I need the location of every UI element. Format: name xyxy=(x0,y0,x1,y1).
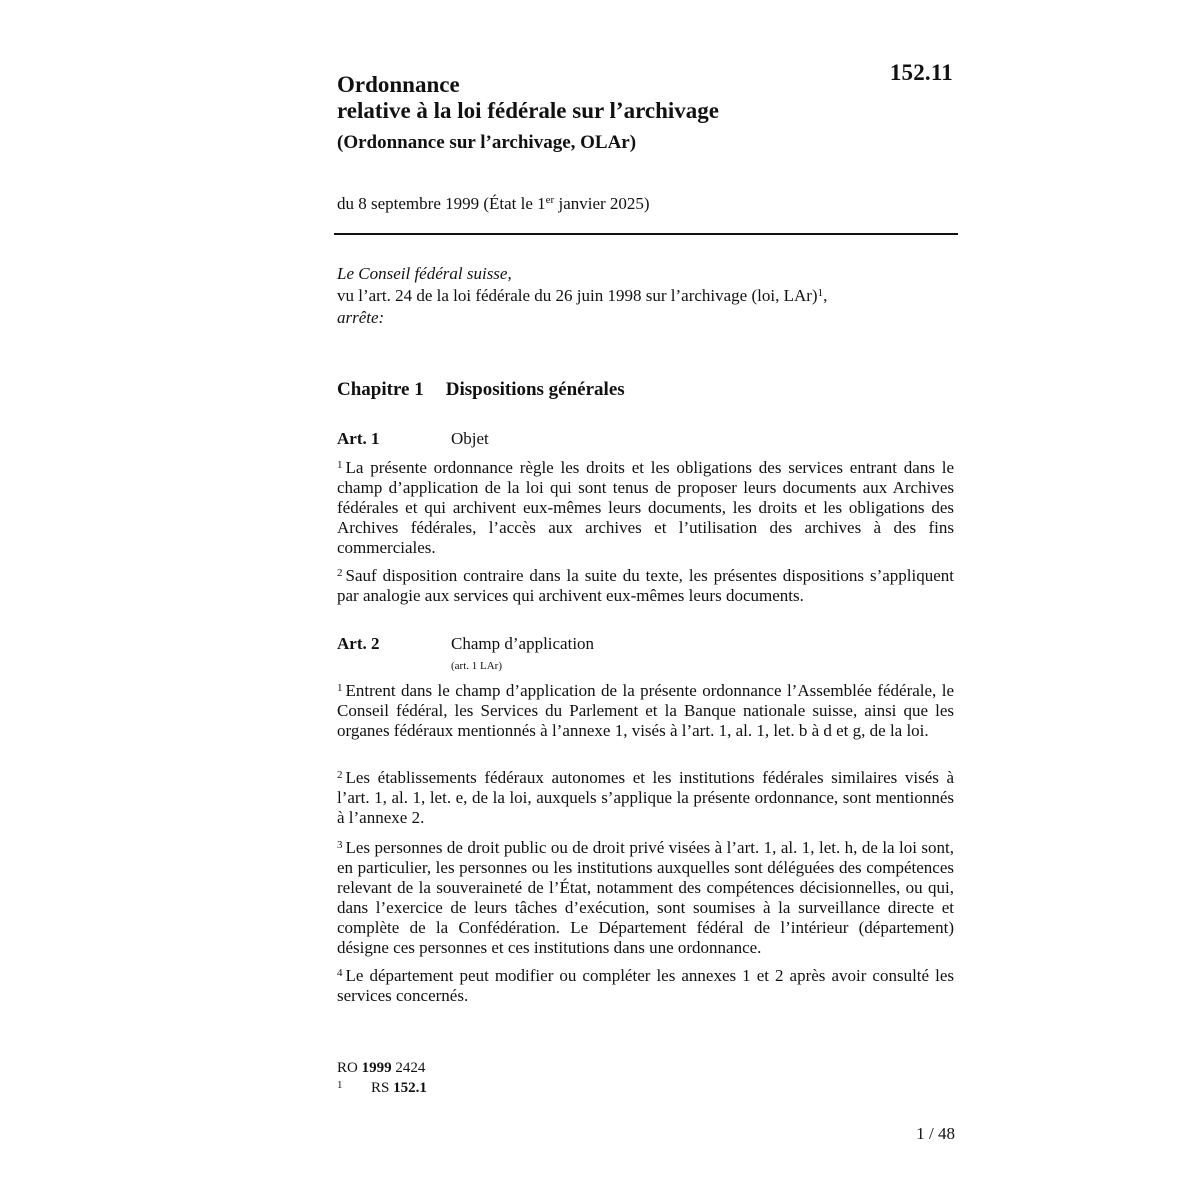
article-reference: (art. 1 LAr) xyxy=(451,660,503,672)
paragraph-number: 1 xyxy=(337,459,343,471)
article-paragraph xyxy=(337,566,954,606)
ro-prefix: RO xyxy=(337,1060,362,1076)
chapter-number: Chapitre 1 xyxy=(337,379,424,400)
paragraph-number: 2 xyxy=(337,567,343,579)
article-paragraph xyxy=(337,768,954,828)
paragraph-text: Sauf disposition contraire dans la suite du texte, les présentes dispositions s’appliquent par analogie aux services qui archivent eux-mêmes leurs documents. xyxy=(337,566,954,605)
sr-number: 152.11 xyxy=(889,60,953,85)
article-title: Objet xyxy=(451,429,489,448)
page-number: 1 / 48 xyxy=(916,1124,955,1143)
footnote-prefix: RS xyxy=(371,1080,394,1096)
footnote-text[interactable] xyxy=(371,1078,427,1098)
paragraph-number: 1 xyxy=(337,682,343,694)
preamble-basis xyxy=(337,285,957,307)
article-title: Champ d’application xyxy=(451,634,595,653)
footnote-mark: 1 xyxy=(337,1079,343,1091)
footnote-reference[interactable]: 1 xyxy=(817,287,824,299)
preamble xyxy=(337,263,957,329)
preamble-basis-text: vu l’art. 24 de la loi fédérale du 26 juin 1998 sur l’archivage (loi, LAr) xyxy=(337,286,818,305)
paragraph-text: Le département peut modifier ou compléter les annexes 1 et 2 après avoir consulté les services concernés. xyxy=(337,966,954,1005)
title-line-1: Ordonnance xyxy=(337,72,460,97)
paragraph-number: 3 xyxy=(337,839,343,851)
article-number: Art. 1 xyxy=(337,429,380,448)
paragraph-text: Entrent dans le champ d’application de la présente ordonnance l’Assemblée fédérale, le Conseil fédéral, les Services du Parlement et la Banque nationale suisse, ainsi que les organes fédéraux mentionnés à l’annexe 1, visés à l’art. 1, al. 1, let. b à d et g, de la loi. xyxy=(337,681,954,740)
footnotes xyxy=(337,1058,425,1098)
paragraph-text: Les établissements fédéraux autonomes et les institutions fédérales similaires visés à l’art. 1, al. 1, let. e, de la loi, auxquels s’applique la présente ordonnance, sont mentionnés à l’annexe 2. xyxy=(337,768,954,827)
date-line xyxy=(337,193,650,215)
footnote-sr-number: 152.1 xyxy=(393,1080,427,1096)
preamble-basis-end: , xyxy=(823,286,828,305)
title-block xyxy=(337,72,877,156)
document-page xyxy=(337,0,957,1200)
paragraph-number: 4 xyxy=(337,967,343,979)
article-number: Art. 2 xyxy=(337,634,380,653)
footnote-1 xyxy=(337,1078,425,1098)
title-line-2: relative à la loi fédérale sur l’archivage xyxy=(337,98,719,123)
ro-page: 2424 xyxy=(391,1060,426,1076)
preamble-issuer: Le Conseil fédéral suisse, xyxy=(337,264,512,283)
date-suffix: janvier 2025) xyxy=(554,194,650,213)
date-superscript: er xyxy=(545,194,555,206)
chapter-heading xyxy=(337,378,625,402)
article-paragraph xyxy=(337,681,954,741)
paragraph-number: 2 xyxy=(337,769,343,781)
header-rule xyxy=(334,233,958,235)
preamble-decree: arrête: xyxy=(337,308,385,327)
official-compilation-reference xyxy=(337,1058,425,1078)
date-prefix: du 8 septembre 1999 (État le 1 xyxy=(337,194,546,213)
paragraph-text: La présente ordonnance règle les droits et les obligations des services entrant dans le champ d’application de la loi qui sont tenus de proposer leurs documents aux Archives fédérales et qui archivent eux-mêmes leurs documents, les droits et les obligations des Archives fédérales, l’accès aux archives et l’utilisation des archives à des fins commerciales. xyxy=(337,458,954,557)
subtitle: (Ordonnance sur l’archivage, OLAr) xyxy=(337,132,637,153)
ro-year: 1999 xyxy=(361,1060,392,1076)
paragraph-text: Les personnes de droit public ou de droit privé visées à l’art. 1, al. 1, let. h, de la loi sont, en particulier, les personnes ou les institutions auxquelles sont déléguées des compétences relevant de la souveraineté de l’État, notamment des compétences décisionnelles, ou qui, dans l’exercice de leurs tâches d’exécution, sont soumises à la surveillance directe et complète de la Confédération. Le Département fédéral de l’intérieur (département) désigne ces personnes et ces institutions dans une ordonnance. xyxy=(337,838,954,957)
chapter-title: Dispositions générales xyxy=(445,379,625,400)
article-paragraph xyxy=(337,838,954,958)
article-paragraph xyxy=(337,966,954,1006)
article-paragraph xyxy=(337,458,954,558)
